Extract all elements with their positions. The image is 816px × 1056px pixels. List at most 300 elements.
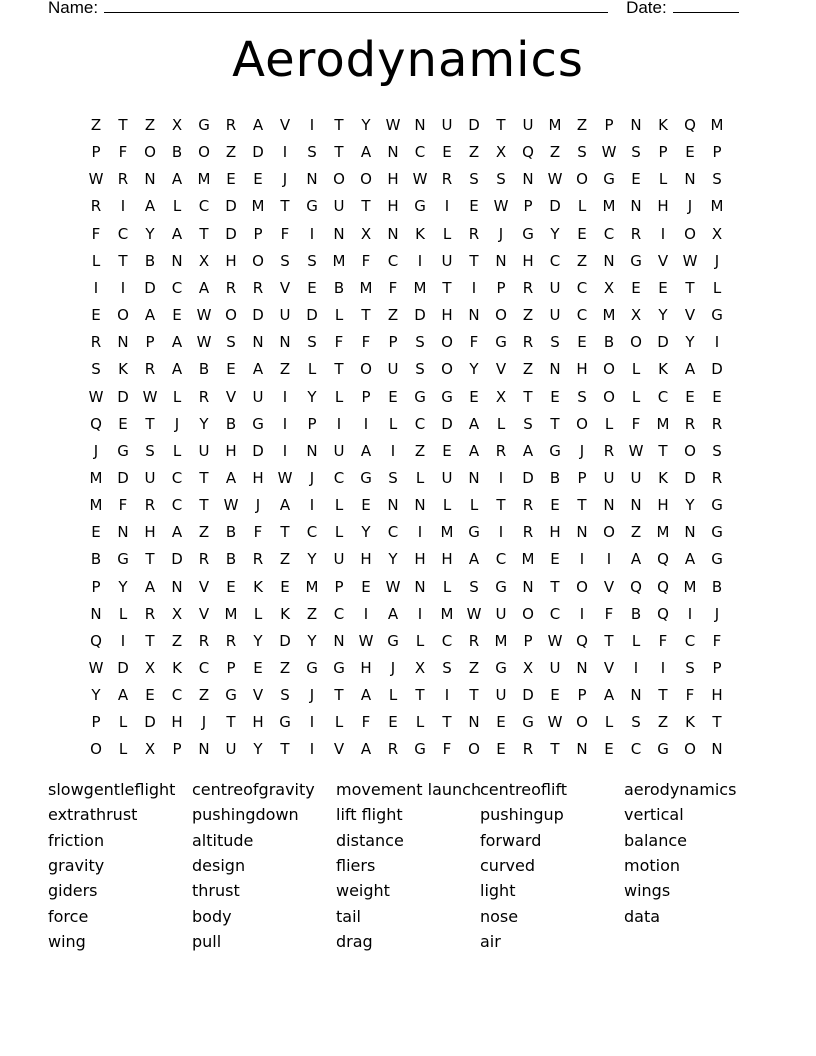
grid-letter: Y — [145, 224, 155, 243]
grid-letter: A — [144, 306, 156, 325]
grid-letter: E — [604, 740, 614, 759]
grid-letter: L — [118, 740, 128, 759]
grid-letter: B — [198, 360, 210, 379]
grid-letter: D — [117, 387, 129, 406]
grid-letter: Z — [414, 441, 426, 460]
grid-letter: I — [363, 414, 369, 433]
grid-letter: I — [120, 631, 126, 650]
grid-letter: T — [145, 550, 155, 569]
grid-letter: P — [91, 577, 101, 596]
word-list-item: pushingup — [480, 805, 564, 825]
grid-letter: C — [495, 550, 507, 569]
grid-letter: I — [579, 550, 585, 569]
grid-letter: I — [390, 441, 396, 460]
grid-letter: D — [522, 686, 534, 705]
grid-letter: E — [145, 686, 155, 705]
grid-letter: F — [685, 686, 695, 705]
grid-letter: T — [361, 306, 371, 325]
grid-letter: F — [91, 224, 101, 243]
grid-letter: Y — [307, 387, 317, 406]
grid-letter: A — [171, 170, 183, 189]
grid-letter: D — [306, 306, 318, 325]
grid-letter: J — [309, 686, 315, 705]
grid-letter: M — [602, 197, 616, 216]
grid-letter: U — [333, 550, 345, 569]
grid-letter: O — [684, 224, 696, 243]
grid-letter: T — [334, 116, 344, 134]
grid-letter: Q — [576, 631, 588, 650]
word-list-item: nose — [480, 906, 519, 926]
grid-letter: G — [441, 387, 453, 406]
grid-letter: K — [658, 360, 668, 379]
grid-letter: D — [171, 550, 183, 569]
grid-letter: X — [360, 224, 372, 243]
grid-letter: R — [468, 224, 480, 243]
grid-letter: G — [711, 523, 723, 542]
grid-letter: F — [442, 740, 452, 759]
grid-letter: Z — [549, 143, 561, 162]
grid-letter: V — [279, 116, 291, 134]
grid-letter: U — [441, 468, 453, 487]
grid-letter: S — [550, 333, 560, 352]
grid-letter: T — [199, 468, 209, 487]
word-list-item: vertical — [624, 805, 684, 825]
grid-letter: T — [334, 143, 344, 162]
grid-letter: E — [496, 740, 506, 759]
grid-letter: Y — [91, 686, 101, 705]
grid-letter: O — [576, 170, 588, 189]
grid-letter: G — [522, 713, 534, 732]
grid-letter: W — [88, 659, 104, 677]
grid-letter: C — [171, 468, 183, 487]
grid-letter: D — [117, 468, 129, 487]
grid-letter: L — [334, 496, 344, 515]
grid-letter: C — [630, 740, 642, 759]
grid-letter: W — [682, 251, 698, 270]
grid-letter: O — [468, 740, 480, 759]
grid-letter: E — [577, 333, 587, 352]
grid-letter: D — [117, 659, 129, 677]
grid-letter: R — [522, 333, 534, 352]
grid-letter: G — [117, 550, 129, 569]
grid-letter: E — [280, 577, 290, 596]
grid-letter: L — [253, 604, 263, 623]
word-list-item: wing — [48, 931, 86, 951]
grid-letter: I — [633, 659, 639, 677]
grid-letter: U — [252, 387, 264, 406]
grid-letter: A — [171, 224, 183, 243]
grid-letter: W — [493, 197, 509, 216]
grid-letter: I — [417, 251, 423, 270]
grid-letter: H — [387, 197, 399, 216]
grid-letter: I — [93, 278, 99, 297]
grid-letter: E — [118, 414, 128, 433]
grid-letter: E — [685, 143, 695, 162]
word-list-item: gravity — [48, 855, 105, 875]
grid-letter: R — [252, 550, 264, 569]
grid-letter: N — [684, 523, 696, 542]
grid-letter: M — [710, 197, 724, 216]
grid-letter: F — [118, 496, 128, 515]
grid-letter: E — [496, 713, 506, 732]
grid-letter: V — [252, 686, 264, 705]
grid-letter: A — [117, 686, 129, 705]
grid-letter: G — [495, 659, 507, 677]
grid-letter: J — [255, 496, 261, 515]
grid-letter: U — [387, 360, 399, 379]
grid-letter: X — [144, 659, 156, 677]
grid-letter: E — [550, 496, 560, 515]
grid-letter: N — [387, 496, 399, 515]
word-list-item: altitude — [192, 830, 254, 850]
grid-letter: L — [172, 387, 182, 406]
grid-letter: Z — [657, 713, 669, 732]
grid-letter: G — [225, 686, 237, 705]
grid-letter: T — [550, 740, 560, 759]
grid-letter: P — [658, 143, 668, 162]
grid-letter: A — [360, 441, 372, 460]
grid-letter: R — [225, 278, 237, 297]
word-list-item: centreofgravity — [192, 780, 315, 799]
grid-letter: N — [576, 659, 588, 677]
grid-letter: I — [687, 604, 693, 623]
grid-letter: I — [309, 496, 315, 515]
grid-letter: B — [144, 251, 156, 270]
grid-letter: A — [522, 441, 534, 460]
grid-letter: N — [117, 333, 129, 352]
grid-letter: E — [442, 143, 452, 162]
grid-letter: X — [171, 116, 183, 134]
grid-letter: R — [468, 631, 480, 650]
grid-letter: A — [252, 116, 264, 134]
grid-letter: O — [630, 333, 642, 352]
grid-letter: M — [332, 251, 346, 270]
grid-letter: W — [196, 333, 212, 352]
grid-letter: U — [441, 116, 453, 134]
grid-letter: S — [577, 387, 587, 406]
grid-letter: L — [334, 387, 344, 406]
grid-letter: A — [630, 550, 642, 569]
grid-letter: A — [468, 550, 480, 569]
grid-letter: Y — [685, 333, 695, 352]
grid-letter: S — [523, 414, 533, 433]
grid-letter: L — [712, 278, 722, 297]
word-list-item: data — [624, 906, 661, 926]
grid-letter: P — [577, 468, 587, 487]
grid-letter: W — [412, 170, 428, 189]
grid-letter: G — [522, 224, 534, 243]
grid-letter: B — [225, 523, 237, 542]
grid-letter: C — [306, 523, 318, 542]
grid-letter: T — [118, 251, 128, 270]
grid-letter: X — [495, 387, 507, 406]
grid-letter: O — [225, 306, 237, 325]
grid-letter: Q — [630, 577, 642, 596]
grid-letter: T — [280, 523, 290, 542]
grid-letter: N — [387, 143, 399, 162]
grid-letter: Q — [522, 143, 534, 162]
grid-letter: J — [93, 441, 99, 460]
grid-letter: D — [414, 306, 426, 325]
grid-letter: W — [88, 387, 104, 406]
grid-letter: M — [89, 496, 103, 515]
grid-letter: P — [307, 414, 317, 433]
grid-letter: S — [307, 251, 317, 270]
grid-letter: R — [144, 604, 156, 623]
grid-letter: W — [601, 143, 617, 162]
grid-letter: D — [144, 713, 156, 732]
grid-letter: C — [576, 306, 588, 325]
grid-letter: O — [441, 333, 453, 352]
grid-letter: M — [494, 631, 508, 650]
grid-letter: I — [444, 686, 450, 705]
grid-letter: E — [226, 577, 236, 596]
grid-letter: H — [549, 523, 561, 542]
word-list-item: force — [48, 906, 89, 926]
grid-letter: N — [495, 251, 507, 270]
grid-letter: S — [712, 441, 722, 460]
grid-letter: S — [280, 686, 290, 705]
grid-letter: H — [387, 170, 399, 189]
grid-letter: N — [414, 116, 426, 134]
grid-letter: O — [333, 170, 345, 189]
grid-letter: R — [495, 441, 507, 460]
grid-letter: P — [604, 116, 614, 134]
grid-letter: V — [333, 740, 345, 759]
grid-letter: H — [576, 360, 588, 379]
grid-letter: L — [334, 523, 344, 542]
grid-letter: J — [309, 468, 315, 487]
grid-letter: A — [144, 197, 156, 216]
grid-letter: N — [144, 170, 156, 189]
grid-letter: N — [684, 170, 696, 189]
grid-letter: X — [414, 659, 426, 677]
grid-letter: L — [604, 713, 614, 732]
grid-letter: D — [225, 224, 237, 243]
grid-letter: K — [118, 360, 128, 379]
grid-letter: B — [90, 550, 102, 569]
grid-letter: H — [144, 523, 156, 542]
grid-letter: N — [468, 306, 480, 325]
grid-letter: T — [658, 686, 668, 705]
grid-letter: R — [90, 197, 102, 216]
grid-letter: N — [630, 496, 642, 515]
grid-letter: V — [198, 604, 210, 623]
grid-letter: E — [226, 170, 236, 189]
word-list-item: balance — [624, 830, 687, 850]
grid-letter: C — [414, 414, 426, 433]
grid-letter: W — [547, 713, 563, 732]
grid-letter: D — [225, 197, 237, 216]
grid-letter: I — [336, 414, 342, 433]
grid-letter: I — [606, 550, 612, 569]
grid-letter: Y — [388, 550, 398, 569]
grid-letter: D — [252, 306, 264, 325]
grid-letter: M — [224, 604, 238, 623]
grid-letter: U — [630, 468, 642, 487]
grid-letter: R — [198, 387, 210, 406]
grid-letter: L — [415, 713, 425, 732]
grid-letter: G — [495, 577, 507, 596]
grid-letter: X — [603, 278, 615, 297]
word-list-item: centreoflift — [480, 780, 568, 799]
grid-letter: C — [387, 523, 399, 542]
grid-letter: Q — [657, 577, 669, 596]
grid-letter: E — [253, 170, 263, 189]
grid-letter: J — [201, 713, 207, 732]
word-list-item: tail — [336, 906, 361, 926]
grid-letter: R — [522, 496, 534, 515]
grid-letter: E — [226, 360, 236, 379]
grid-letter: T — [226, 713, 236, 732]
grid-letter: N — [333, 224, 345, 243]
grid-letter: N — [630, 686, 642, 705]
grid-letter: B — [225, 414, 237, 433]
grid-letter: A — [279, 496, 291, 515]
grid-letter: F — [712, 631, 722, 650]
grid-letter: K — [658, 116, 668, 134]
grid-letter: T — [199, 496, 209, 515]
grid-letter: F — [334, 333, 344, 352]
grid-letter: S — [469, 577, 479, 596]
grid-letter: V — [603, 659, 615, 677]
grid-letter: D — [522, 468, 534, 487]
grid-letter: W — [88, 170, 104, 189]
grid-letter: E — [631, 170, 641, 189]
grid-letter: P — [91, 143, 101, 162]
grid-letter: Y — [118, 577, 128, 596]
grid-letter: U — [549, 278, 561, 297]
grid-letter: E — [91, 306, 101, 325]
grid-letter: S — [91, 360, 101, 379]
grid-letter: N — [711, 740, 723, 759]
grid-letter: I — [498, 523, 504, 542]
grid-letter: F — [361, 713, 371, 732]
grid-letter: S — [577, 143, 587, 162]
grid-letter: E — [658, 278, 668, 297]
grid-letter: T — [280, 197, 290, 216]
grid-letter: R — [144, 360, 156, 379]
grid-letter: I — [417, 523, 423, 542]
grid-letter: L — [577, 197, 587, 216]
grid-letter: L — [118, 604, 128, 623]
grid-letter: W — [196, 306, 212, 325]
grid-letter: T — [334, 360, 344, 379]
grid-letter: I — [282, 414, 288, 433]
grid-letter: D — [657, 333, 669, 352]
grid-letter: G — [657, 740, 669, 759]
grid-letter: T — [280, 740, 290, 759]
grid-letter: T — [604, 631, 614, 650]
grid-letter: O — [90, 740, 102, 759]
word-list-item: design — [192, 855, 246, 875]
grid-letter: S — [388, 468, 398, 487]
grid-letter: R — [684, 414, 696, 433]
grid-letter: K — [280, 604, 290, 623]
grid-letter: U — [495, 604, 507, 623]
grid-letter: L — [334, 713, 344, 732]
grid-letter: I — [282, 387, 288, 406]
grid-letter: E — [550, 686, 560, 705]
grid-letter: O — [144, 143, 156, 162]
grid-letter: E — [577, 224, 587, 243]
grid-letter: Z — [468, 659, 480, 677]
grid-letter: O — [117, 306, 129, 325]
grid-letter: K — [415, 224, 425, 243]
grid-letter: U — [522, 116, 534, 134]
grid-letter: D — [684, 468, 696, 487]
grid-letter: L — [172, 197, 182, 216]
grid-letter: F — [253, 523, 263, 542]
grid-letter: Z — [144, 116, 156, 134]
grid-letter: H — [711, 686, 723, 705]
grid-letter: L — [307, 360, 317, 379]
grid-letter: P — [496, 278, 506, 297]
grid-letter: Z — [522, 360, 534, 379]
grid-letter: U — [144, 468, 156, 487]
grid-letter: E — [631, 278, 641, 297]
grid-letter: T — [712, 713, 722, 732]
grid-letter: F — [361, 333, 371, 352]
grid-letter: Q — [90, 414, 102, 433]
grid-letter: N — [630, 116, 642, 134]
grid-letter: H — [225, 251, 237, 270]
grid-letter: K — [658, 468, 668, 487]
grid-letter: S — [631, 713, 641, 732]
grid-letter: D — [549, 197, 561, 216]
grid-letter: C — [603, 224, 615, 243]
grid-letter: Y — [199, 414, 209, 433]
grid-letter: D — [252, 143, 264, 162]
grid-letter: H — [441, 550, 453, 569]
word-list-item: drag — [336, 931, 373, 951]
grid-letter: N — [522, 577, 534, 596]
grid-letter: S — [685, 659, 695, 677]
grid-letter: S — [415, 333, 425, 352]
grid-letter: U — [549, 659, 561, 677]
grid-letter: A — [684, 550, 696, 569]
grid-letter: A — [144, 577, 156, 596]
grid-letter: N — [198, 740, 210, 759]
grid-letter: T — [145, 414, 155, 433]
grid-letter: J — [282, 170, 288, 189]
grid-letter: N — [333, 631, 345, 650]
grid-letter: N — [387, 224, 399, 243]
grid-letter: H — [252, 468, 264, 487]
grid-letter: F — [280, 224, 290, 243]
grid-letter: C — [171, 686, 183, 705]
grid-letter: D — [468, 116, 480, 134]
grid-letter: H — [171, 713, 183, 732]
grid-letter: A — [171, 523, 183, 542]
grid-letter: N — [252, 333, 264, 352]
grid-letter: N — [117, 523, 129, 542]
grid-letter: U — [333, 197, 345, 216]
word-list-item: distance — [336, 830, 404, 850]
grid-letter: I — [417, 604, 423, 623]
grid-letter: V — [225, 387, 237, 406]
grid-letter: I — [120, 197, 126, 216]
grid-letter: Q — [684, 116, 696, 134]
grid-letter: L — [658, 170, 668, 189]
grid-letter: M — [548, 116, 562, 134]
grid-letter: E — [550, 550, 560, 569]
grid-letter: L — [631, 387, 641, 406]
grid-letter: A — [198, 278, 210, 297]
grid-letter: A — [387, 604, 399, 623]
grid-letter: Z — [468, 143, 480, 162]
word-list-item: forward — [480, 830, 542, 850]
